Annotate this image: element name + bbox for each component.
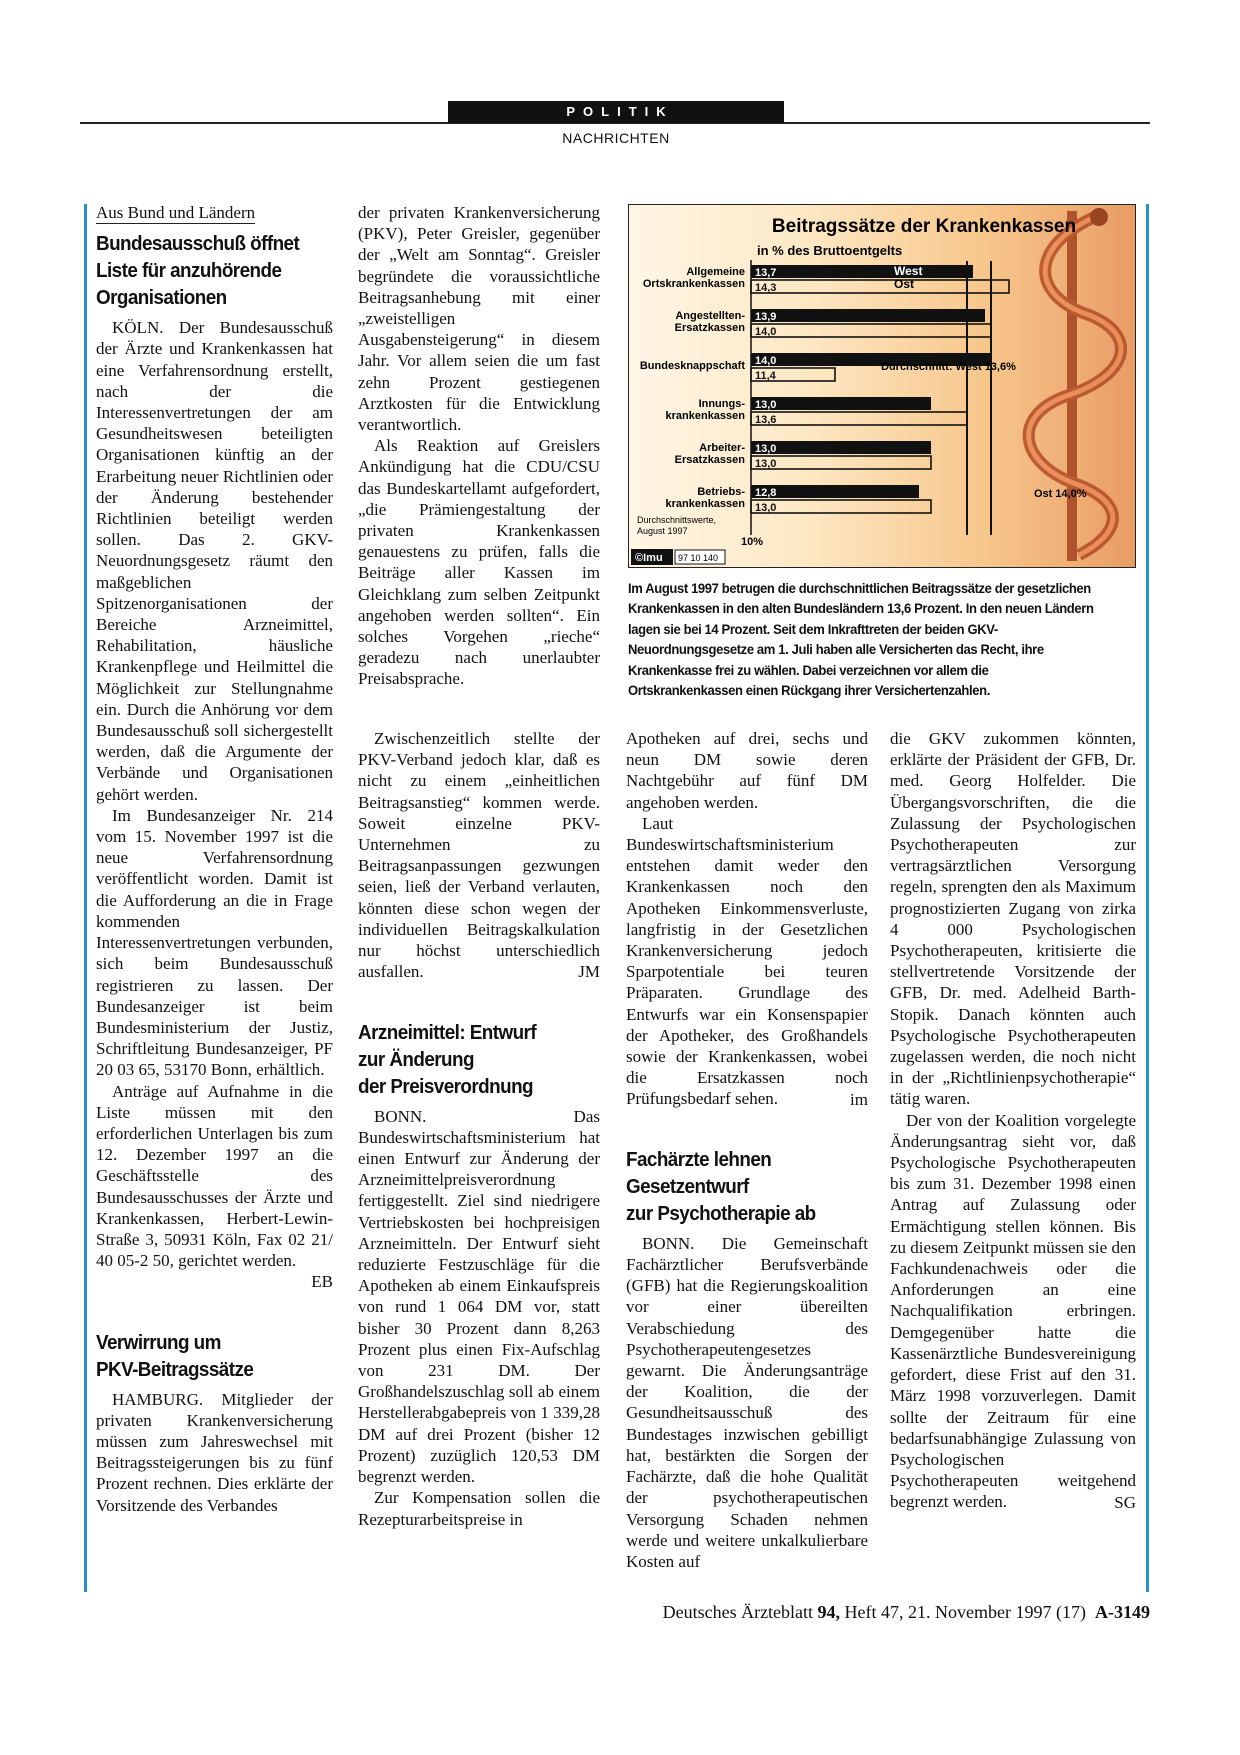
credit-label: ©Imu — [635, 552, 663, 564]
column-2-top — [358, 202, 600, 690]
page-footer — [663, 1602, 1150, 1623]
category-label: Innungs- — [698, 398, 745, 410]
headline-bundesausschuss: Bundesausschuß öffnet Liste für anzuhörende Organisationen — [96, 232, 300, 310]
right-margin-bar — [1146, 204, 1149, 1592]
bar-value-label: 11,4 — [755, 370, 776, 382]
author-initials: SG — [1114, 1492, 1136, 1512]
footnote-line-2: August 1997 — [637, 526, 688, 536]
category-label: Bundesknappschaft — [639, 360, 745, 372]
column-4 — [890, 728, 1136, 1513]
issue-info: Heft 47, 21. November 1997 (17) — [844, 1602, 1086, 1622]
author-initials: EB — [311, 1272, 333, 1292]
bar-value-label: 13,0 — [755, 399, 777, 411]
bar-ost — [751, 324, 991, 337]
bar-ost — [751, 412, 967, 425]
chart-subtitle: in % des Bruttoentgelts — [757, 243, 903, 258]
chart-title: Beitragssätze der Krankenkassen — [771, 216, 1077, 237]
article-paragraph: Apotheken auf drei, sechs und neun DM sowie deren Nachtgebühr auf fünf DM angehoben werden. — [626, 729, 868, 812]
article-paragraph: HAMBURG. Mitglieder der privaten Krankenversicherung müssen zum Jahreswechsel mit Beitragssteigerungen bis zu fünf Prozent rechnen. Dies erklärte der Vorsitzende des Verbandes — [96, 1389, 333, 1515]
journal-volume: 94, — [817, 1602, 841, 1622]
category-label: Angestellten- — [675, 310, 745, 322]
category-label: krankenkassen — [665, 410, 745, 422]
bar-value-label: 13,6 — [755, 414, 777, 426]
page-number: A-3149 — [1095, 1602, 1150, 1622]
category-label: Ersatzkassen — [674, 322, 745, 334]
author-initials: im — [850, 1089, 868, 1109]
bar-west — [751, 309, 985, 322]
rubric-label: POLITIK — [448, 101, 784, 123]
chart-svg — [629, 205, 1136, 568]
category-label: Ortskrankenkassen — [642, 278, 745, 290]
article-paragraph: Zur Kompensation sollen die Rezepturarbeitspreise in — [358, 1488, 600, 1529]
section-label: NACHRICHTEN — [562, 130, 670, 146]
article-paragraph: Der von der Koalition vorgelegte Änderungsantrag sieht vor, daß Psychologische Psychotherapeuten bis zum 31. Dezember 1998 einen Antrag auf Zulassung oder Ermächtigung stellen können. Bis zu diesem Zeitpunkt müssen sie den Fachkundenachweis oder die Anforderungen an eine Nachqualifikation erbringen. Demgegenüber hatte die Kassenärztliche Bundesvereinigung gefordert, diese Frist auf den 31. März 1998 vorzuverlegen. Damit sollte der Zeitraum für eine bedarfsunabhängige Zulassung von Psychologischen Psychotherapeuten weitgehend begrenzt werden. — [890, 1110, 1136, 1512]
headline-pkv: Verwirrung um PKV-Beitragssätze — [96, 1330, 254, 1381]
bar-ost — [751, 456, 931, 469]
footnote-line-1: Durchschnittswerte, — [637, 515, 717, 525]
average-west-label: Durchschnitt: West 13,6% — [881, 361, 1016, 373]
category-label: Arbeiter- — [699, 442, 745, 454]
headline-arzneimittel: Arzneimittel: Entwurf zur Änderung der Preisverordnung — [358, 1020, 537, 1098]
article-paragraph: Zwischenzeitlich stellte der PKV-Verband jedoch klar, daß es nicht zu einem „einheitlichen Beitragsanstieg“ kommen werde. Soweit einzelne PKV-Unternehmen zu Beitragsanpassungen gezwungen seien, ließ der Verband verlauten, könnten diese schon wegen der individuellen Beitragskalkulation nur höchst unterschiedlich ausfallen. — [358, 729, 600, 982]
article-paragraph: BONN. Die Gemeinschaft Fachärztlicher Berufsverbände (GFB) hat die Regierungskoalition vor einer übereilten Verabschiedung des Psychotherapeutengesetzes gewarnt. Die Änderungsanträge der Koalition, die der Gesundheitsausschuß des Bundestages inzwischen gebilligt hat, bestärkten die Sorgen der Fachärzte, daß die hohe Qualität der psychotherapeutischen Versorgung Schaden nehmen werde und weitere unkalkulierbare Kosten auf — [626, 1233, 868, 1571]
bar-west — [751, 265, 973, 278]
caduceus-illustration — [1029, 208, 1121, 561]
kicker: Aus Bund und Ländern — [96, 202, 255, 224]
left-margin-bar — [84, 204, 87, 1592]
contribution-rates-chart — [628, 204, 1136, 568]
category-label: Allgemeine — [686, 266, 745, 278]
journal-name: Deutsches Ärzteblatt — [662, 1602, 814, 1622]
credit-number: 97 10 140 — [678, 553, 719, 563]
article-paragraph: Anträge auf Aufnahme in die Liste müssen mit den erforderlichen Unterlagen bis zum 12. Dezember 1997 an die Geschäftsstelle des Bundesausschusses der Ärzte und Krankenkassen, Herbert-Lewin-Straße 3, 50931 Köln, Fax 02 21/ 40 05-2 50, gerichtet werden. — [96, 1081, 333, 1271]
bar-value-label: 13,9 — [755, 311, 777, 323]
article-paragraph: die GKV zukommen könnten, erklärte der Präsident der GFB, Dr. med. Georg Holfelder. Die Übergangsvorschriften, die die Zulassung der Psychologischen Psychotherapeuten zur vertragsärztlichen Versorgung regeln, sprengten den als Maximum prognostizierten Zugang von zirka 4 000 Psychologischen Psychotherapeuten, kritisierte die stellvertretende Vorsitzende der GFB, Dr. med. Adelheid Barth-Stopik. Danach könnten auch Psychologische Psychotherapeuten zugelassen werden, die noch nicht in der „Richtlinienpsychotherapie“ tätig waren. — [890, 729, 1136, 1109]
bar-value-label: 13,0 — [755, 502, 777, 514]
category-label: krankenkassen — [665, 498, 745, 510]
bar-ost — [751, 500, 931, 513]
bar-west — [751, 441, 931, 454]
bar-value-label: 13,7 — [755, 267, 777, 279]
bar-value-label: 13,0 — [755, 443, 777, 455]
bar-value-label: 13,0 — [755, 458, 777, 470]
bar-west — [751, 397, 931, 410]
category-label: Ersatzkassen — [674, 454, 745, 466]
bar-value-label: 14,3 — [755, 282, 777, 294]
chart-caption: Im August 1997 betrugen die durchschnittlichen Beitragssätze der gesetzlichen Krankenkassen in den alten Bundesländern 13,6 Prozent. In den neuen Ländern lagen sie bei 14 Prozent. Seit dem Inkrafttreten der beiden GKV-Neuordnungsgesetze am 1. Juli haben alle Versicherten das Recht, ihre Krankenkasse frei zu wählen. Dabei verzeichnen vor allem die Ortskrankenkassen einen Rückgang ihrer Versichertenzahlen. — [628, 580, 1094, 699]
legend-ost: Ost — [894, 277, 915, 291]
column-1 — [96, 202, 333, 1516]
author-initials: JM — [578, 962, 600, 982]
bar-value-label: 12,8 — [755, 487, 777, 499]
column-2-bottom — [358, 728, 600, 1530]
article-paragraph: Laut Bundeswirtschaftsministerium entstehen damit weder den Krankenkassen noch den Apotheken Einkommensverluste, langfristig in der Gesetzlichen Krankenversicherung jedoch Sparpotentiale bei teuren Präparaten. Grundlage des Entwurfs war ein Konsenspapier der Apotheker, des Großhandels sowie der Krankenkassen, wobei die Ersatzkassen noch Prüfungsbedarf sehen. — [626, 813, 868, 1109]
column-3 — [626, 728, 868, 1572]
legend-west: West — [894, 264, 923, 278]
headline-fachaerzte: Fachärzte lehnen Gesetzentwurf zur Psychotherapie ab — [626, 1147, 816, 1225]
category-label: Betriebs- — [697, 486, 745, 498]
bar-ost — [751, 280, 1009, 293]
article-paragraph: KÖLN. Der Bundesausschuß der Ärzte und Krankenkassen hat eine Verfahrensordnung erstellt, nach der die Interessenvertretungen der am Gesundheitswesen beteiligten Organisationen künftig an der Erarbeitung neuer Richtlinien oder der Änderung bestehender Richtlinien beteiligt werden sollen. Das 2. GKV-Neuordnungsgesetz räumt den maßgeblichen Spitzenorganisationen der Bereiche Arzneimittel, Rehabilitation, häusliche Krankenpflege und Heilmittel die Möglichkeit zur Stellungnahme ein. Durch die Anhörung vor dem Bundesausschuß soll sichergestellt werden, daß die Argumente der Verbände und Organisationen gehört werden. — [96, 318, 333, 804]
bar-value-label: 14,0 — [755, 355, 777, 367]
axis-label-10: 10% — [741, 536, 764, 548]
article-paragraph: Als Reaktion auf Greislers Ankündigung hat die CDU/CSU das Bundeskartellamt aufgefordert, „die Prämiengestaltung der privaten Krankenkassen genauestens zu prüfen, falls die Beiträge aller Kassen im Gleichklang zum selben Zeitpunkt angehoben werden sollten“. Ein solches Vorgehen „rieche“ geradezu nach unerlaubter Preisabsprache. — [358, 436, 600, 689]
article-paragraph: der privaten Krankenversicherung (PKV), Peter Greisler, gegenüber der „Welt am Sonntag“. Greisler begründete die voraussichtliche Beitragsanhebung mit einer „zweistelligen Ausgabensteigerung“ in diesem Jahr. Vor allem seien die um fast zehn Prozent gestiegenen Arztkosten für die Entwicklung verantwortlich. — [358, 203, 600, 435]
bar-value-label: 14,0 — [755, 326, 777, 338]
average-ost-label: Ost 14,0% — [1034, 488, 1087, 500]
article-paragraph: Im Bundesanzeiger Nr. 214 vom 15. November 1997 ist die neue Verfahrensordnung veröffentlicht worden. Damit ist die Aufforderung an die in Frage kommenden Interessenvertretungen verbunden, sich beim Bundesausschuß registrieren zu lassen. Der Bundesanzeiger ist beim Bundesministerium der Justiz, Schriftleitung Bundesanzeiger, PF 20 03 65, 53170 Bonn, erhältlich. — [96, 805, 333, 1080]
article-paragraph: BONN. Das Bundeswirtschaftsministerium hat einen Entwurf zur Änderung der Arzneimittelpreisverordnung fertiggestellt. Ziel sind niedrigere Vertriebskosten bei hochpreisigen Arzneimitteln. Der Entwurf sieht reduzierte Festzuschläge für die Apotheken ab einem Einkaufspreis von rund 1 064 DM vor, statt bisher 30 Prozent dann 8,263 Prozent plus einen Fix-Aufschlag von 231 DM. Der Großhandelszuschlag soll ab einem Herstellerabgabepreis von 1 339,28 DM auf drei Prozent (bisher 12 Prozent) zuzüglich 120,53 DM begrenzt werden. — [358, 1106, 600, 1487]
